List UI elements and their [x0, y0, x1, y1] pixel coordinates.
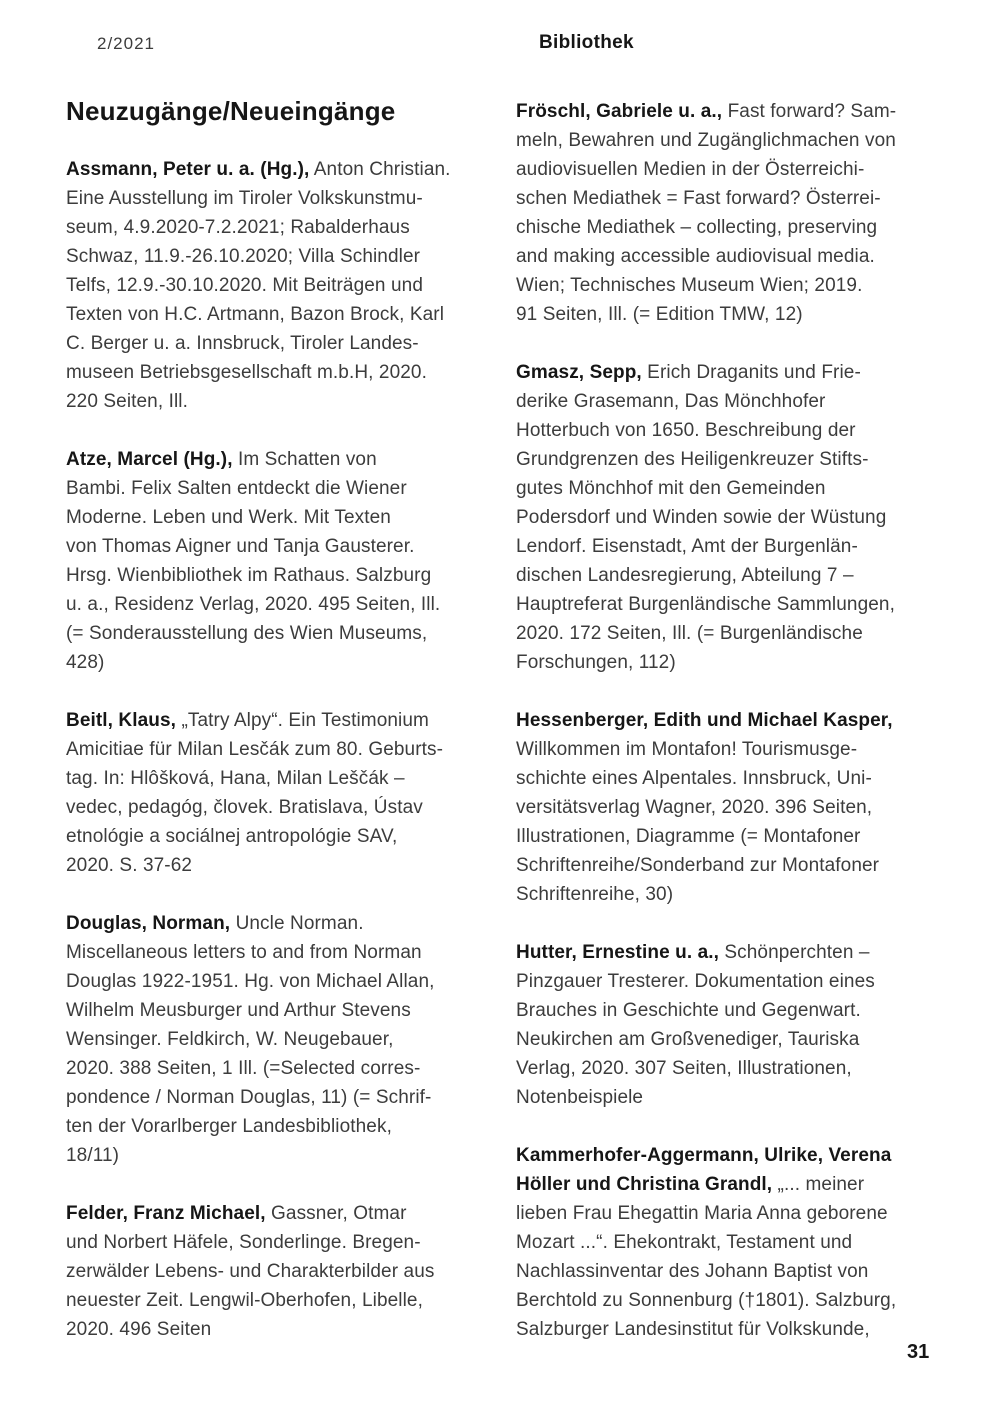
entry-text: gutes Mönchhof mit den Gemeinden — [516, 478, 826, 499]
entry-text: Schriftenreihe/Sonderband zur Montafoner — [516, 855, 880, 876]
entry-text: Illustrationen, Diagramme (= Montafoner — [516, 826, 861, 847]
entry-text: Grundgrenzen des Heiligenkreuzer Stifts- — [516, 449, 869, 470]
entry-text: vedec, pedagóg, človek. Bratislava, Ústav — [66, 797, 423, 818]
entry-text: audiovisuellen Medien in der Österreichi- — [516, 159, 865, 180]
entry-text: Willkommen im Montafon! Tourismusge- — [516, 739, 858, 760]
entry-line — [66, 1083, 500, 1112]
entry-line — [66, 590, 500, 619]
column-left — [66, 155, 500, 1373]
entry-text: seum, 4.9.2020-7.2.2021; Rabalderhaus — [66, 217, 410, 238]
entry-text: Eine Ausstellung im Tiroler Volkskunstmu- — [66, 188, 423, 209]
entry-text: Bambi. Felix Salten entdeckt die Wiener — [66, 478, 407, 499]
entry-line — [66, 764, 500, 793]
entry-text: Douglas 1922-1951. Hg. von Michael Allan, — [66, 971, 435, 992]
entry-line — [516, 416, 950, 445]
entry-text: Pinzgauer Tresterer. Dokumentation eines — [516, 971, 875, 992]
entry-text: 2020. 172 Seiten, Ill. (= Burgenländische — [516, 623, 863, 644]
entry-text: und Norbert Häfele, Sonderlinge. Bregen- — [66, 1232, 421, 1253]
entry-line — [66, 387, 500, 416]
entry-text: Erich Draganits und Frie- — [641, 362, 861, 383]
entry-line — [66, 445, 500, 474]
entry-line — [516, 996, 950, 1025]
entry-line — [66, 793, 500, 822]
entry-line — [66, 938, 500, 967]
entry-line — [516, 764, 950, 793]
entry-line — [516, 503, 950, 532]
entry-line — [66, 271, 500, 300]
entry-text: 2020. 388 Seiten, 1 Ill. (=Selected corres- — [66, 1058, 421, 1079]
entry-text: neuester Zeit. Lengwil-Oberhofen, Libelle, — [66, 1290, 423, 1311]
entry-text: Uncle Norman. — [230, 913, 364, 934]
bibliography-entry-douglas — [66, 909, 500, 1170]
entry-text: Hrsg. Wienbibliothek im Rathaus. Salzburg — [66, 565, 432, 586]
entry-text: ten der Vorarlberger Landesbibliothek, — [66, 1116, 392, 1137]
entry-line — [516, 242, 950, 271]
entry-author-name: Beitl, Klaus, — [66, 710, 177, 731]
entry-text: Im Schatten von — [232, 449, 377, 470]
entry-line — [66, 358, 500, 387]
entry-text: Gassner, Otmar — [265, 1203, 407, 1224]
entry-text: zerwälder Lebens- und Charakterbilder aus — [66, 1261, 435, 1282]
entry-line — [66, 474, 500, 503]
entry-line — [516, 706, 950, 735]
entry-author-name: Höller und Christina Grandl, — [516, 1174, 773, 1195]
entry-line — [516, 1054, 950, 1083]
entry-line — [516, 561, 950, 590]
entry-line — [66, 1286, 500, 1315]
entry-line — [516, 1199, 950, 1228]
bibliography-entry-assmann — [66, 155, 500, 416]
entry-line — [516, 851, 950, 880]
entry-text: Forschungen, 112) — [516, 652, 676, 673]
entry-text: Miscellaneous letters to and from Norman — [66, 942, 422, 963]
bibliography-entry-atze — [66, 445, 500, 677]
entry-text: etnológie a sociálnej antropológie SAV, — [66, 826, 398, 847]
entry-author-name: Kammerhofer-Aggermann, Ulrike, Verena — [516, 1145, 892, 1166]
entry-line — [516, 445, 950, 474]
page-number: 31 — [907, 1341, 930, 1363]
entry-line — [516, 271, 950, 300]
entry-text: Schwaz, 11.9.-26.10.2020; Villa Schindler — [66, 246, 421, 267]
entry-line — [516, 1025, 950, 1054]
entry-line — [66, 1025, 500, 1054]
entry-text: von Thomas Aigner und Tanja Gausterer. — [66, 536, 415, 557]
entry-author-name: Felder, Franz Michael, — [66, 1203, 266, 1224]
entry-text: 428) — [66, 652, 105, 673]
entry-text: Podersdorf und Winden sowie der Wüstung — [516, 507, 887, 528]
entry-author-name: Fröschl, Gabriele u. a., — [516, 101, 723, 122]
entry-text: (= Sonderausstellung des Wien Museums, — [66, 623, 428, 644]
entry-author-name: Hutter, Ernestine u. a., — [516, 942, 720, 963]
entry-line — [66, 996, 500, 1025]
bibliography-entry-hutter — [516, 938, 950, 1112]
entry-line — [516, 126, 950, 155]
entry-line — [516, 793, 950, 822]
entry-text: museen Betriebsgesellschaft m.b.H, 2020. — [66, 362, 427, 383]
entry-text: Anton Christian. — [309, 159, 451, 180]
entry-line — [516, 1083, 950, 1112]
entry-text: 2020. 496 Seiten — [66, 1319, 212, 1340]
entry-line — [516, 1141, 950, 1170]
entry-text: Wilhelm Meusburger und Arthur Stevens — [66, 1000, 411, 1021]
entry-text: Wien; Technisches Museum Wien; 2019. — [516, 275, 863, 296]
bibliography-entry-froeschl — [516, 97, 950, 329]
entry-line — [516, 474, 950, 503]
entry-line — [516, 300, 950, 329]
entry-author-name: Douglas, Norman, — [66, 913, 231, 934]
entry-line — [516, 1170, 950, 1199]
entry-text: chische Mediathek – collecting, preserving — [516, 217, 878, 238]
entry-text: Texten von H.C. Artmann, Bazon Brock, Karl — [66, 304, 445, 325]
entry-line — [66, 1054, 500, 1083]
entry-line — [66, 735, 500, 764]
entry-text: u. a., Residenz Verlag, 2020. 495 Seiten, Ill. — [66, 594, 441, 615]
entry-text: meln, Bewahren und Zugänglichmachen von — [516, 130, 896, 151]
entry-author-name: Assmann, Peter u. a. (Hg.), — [66, 159, 310, 180]
entry-line — [66, 822, 500, 851]
entry-line — [66, 503, 500, 532]
entry-line — [516, 97, 950, 126]
entry-line — [66, 329, 500, 358]
entry-line — [66, 155, 500, 184]
entry-line — [516, 938, 950, 967]
entry-line — [516, 155, 950, 184]
entry-line — [66, 1228, 500, 1257]
entry-text: C. Berger u. a. Innsbruck, Tiroler Landes- — [66, 333, 419, 354]
entry-text: versitätsverlag Wagner, 2020. 396 Seiten, — [516, 797, 873, 818]
entry-line — [516, 1315, 950, 1344]
entry-text: 18/11) — [66, 1145, 120, 1166]
entry-text: tag. In: Hlôšková, Hana, Milan Leščák – — [66, 768, 405, 789]
entry-line — [66, 242, 500, 271]
entry-line — [516, 735, 950, 764]
entry-text: Wensinger. Feldkirch, W. Neugebauer, — [66, 1029, 394, 1050]
bibliography-entry-gmasz — [516, 358, 950, 677]
entry-author-name: Atze, Marcel (Hg.), — [66, 449, 233, 470]
column-right — [516, 97, 950, 1373]
entry-text: Amicitiae für Milan Lesčák zum 80. Geburts- — [66, 739, 444, 760]
entry-line — [516, 619, 950, 648]
entry-text: schichte eines Alpentales. Innsbruck, Uni- — [516, 768, 872, 789]
entry-text: Brauches in Geschichte und Gegenwart. — [516, 1000, 861, 1021]
entry-text: Mozart ...“. Ehekontrakt, Testament und — [516, 1232, 853, 1253]
entry-line — [516, 532, 950, 561]
entry-line — [516, 1257, 950, 1286]
entry-line — [66, 1112, 500, 1141]
issue-label: 2/2021 — [97, 34, 155, 53]
entry-text: schen Mediathek = Fast forward? Österrei- — [516, 188, 881, 209]
entry-line — [66, 300, 500, 329]
entry-line — [516, 387, 950, 416]
entry-line — [516, 184, 950, 213]
entry-text: Nachlassinventar des Johann Baptist von — [516, 1261, 869, 1282]
entry-author-name: Hessenberger, Edith und Michael Kasper, — [516, 710, 893, 731]
entry-text: 220 Seiten, Ill. — [66, 391, 189, 412]
entry-text: pondence / Norman Douglas, 11) (= Schrif- — [66, 1087, 432, 1108]
entry-text: and making accessible audiovisual media. — [516, 246, 875, 267]
entry-text: 2020. S. 37-62 — [66, 855, 193, 876]
entry-text: Verlag, 2020. 307 Seiten, Illustrationen, — [516, 1058, 852, 1079]
entry-line — [516, 880, 950, 909]
entry-line — [66, 967, 500, 996]
section-title: Bibliothek — [539, 32, 634, 53]
entry-line — [516, 213, 950, 242]
entry-text: Moderne. Leben und Werk. Mit Texten — [66, 507, 391, 528]
bibliography-entry-felder — [66, 1199, 500, 1344]
bibliography-entry-hessenberger — [516, 706, 950, 909]
entry-text: 91 Seiten, Ill. (= Edition TMW, 12) — [516, 304, 803, 325]
entry-text: derike Grasemann, Das Mönchhofer — [516, 391, 826, 412]
entry-line — [66, 706, 500, 735]
entry-line — [66, 213, 500, 242]
entry-line — [66, 184, 500, 213]
entry-line — [66, 648, 500, 677]
entry-line — [66, 532, 500, 561]
entry-text: Berchtold zu Sonnenburg (†1801). Salzburg, — [516, 1290, 897, 1311]
entry-text: Telfs, 12.9.-30.10.2020. Mit Beiträgen und — [66, 275, 423, 296]
entry-author-name: Gmasz, Sepp, — [516, 362, 642, 383]
entry-line — [516, 648, 950, 677]
entry-text: Fast forward? Sam- — [722, 101, 897, 122]
entry-line — [66, 561, 500, 590]
entry-text: Schönperchten – — [719, 942, 870, 963]
entry-line — [516, 358, 950, 387]
entry-text: Salzburger Landesinstitut für Volkskunde, — [516, 1319, 870, 1340]
entry-line — [66, 1257, 500, 1286]
entry-text: Neukirchen am Großvenediger, Tauriska — [516, 1029, 860, 1050]
entry-line — [66, 1315, 500, 1344]
page-title: Neuzugänge/Neueingänge — [66, 96, 396, 126]
entry-line — [66, 619, 500, 648]
entry-text: dischen Landesregierung, Abteilung 7 – — [516, 565, 854, 586]
entry-line — [516, 590, 950, 619]
bibliography-entry-kammerhofer-aggermann — [516, 1141, 950, 1344]
entry-line — [516, 1228, 950, 1257]
entry-text: Notenbeispiele — [516, 1087, 644, 1108]
entry-text: „Tatry Alpy“. Ein Testimonium — [176, 710, 429, 731]
entry-line — [66, 909, 500, 938]
bibliography-entry-beitl — [66, 706, 500, 880]
entry-line — [516, 967, 950, 996]
entry-text: Lendorf. Eisenstadt, Amt der Burgenlän- — [516, 536, 858, 557]
entry-line — [516, 822, 950, 851]
entry-line — [66, 1141, 500, 1170]
entry-line — [66, 851, 500, 880]
entry-text: „... meiner — [772, 1174, 865, 1195]
entry-text: Hotterbuch von 1650. Beschreibung der — [516, 420, 856, 441]
entry-line — [66, 1199, 500, 1228]
entry-line — [516, 1286, 950, 1315]
entry-text: Hauptreferat Burgenländische Sammlungen, — [516, 594, 895, 615]
entry-text: lieben Frau Ehegattin Maria Anna geborene — [516, 1203, 888, 1224]
entry-text: Schriftenreihe, 30) — [516, 884, 674, 905]
